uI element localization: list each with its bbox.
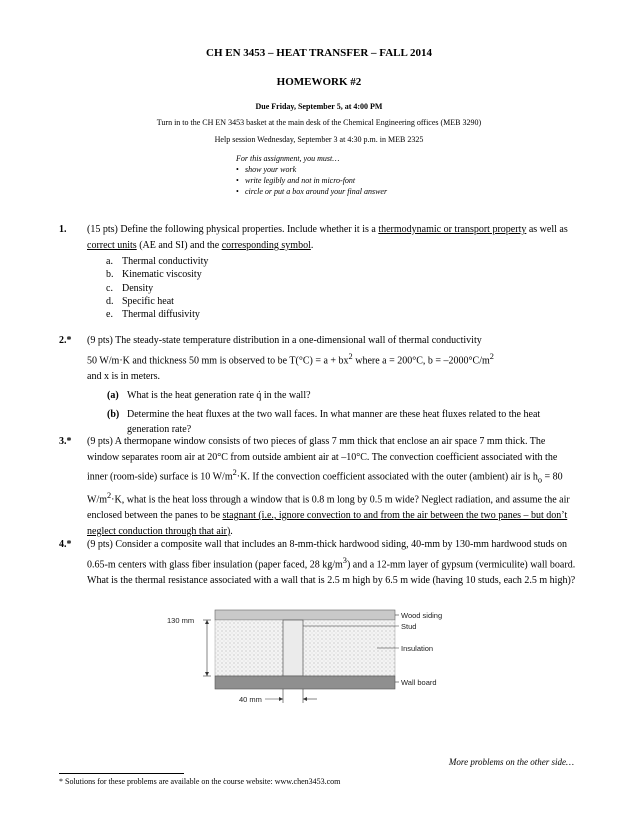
problem-text: A thermopane window consists of two pieces of glass 7 mm thick that enclose an air space 7 mm thick. The window separates room air at 20°C from outside ambient air at –10°C. The convection coefficient associated with the inner (room-side) surface is 10 W/m bbox=[87, 436, 558, 483]
problem-number: 4.* bbox=[59, 539, 72, 550]
footnote: * Solutions for these problems are available on the course website: www.chen3453.com bbox=[59, 777, 341, 786]
list-item bbox=[106, 282, 579, 295]
problem-text: as well as bbox=[526, 224, 568, 235]
underlined-text: stagnant (i.e., ignore convection to and from the air between the two panes – but don’t neglect conduction through that air) bbox=[87, 510, 568, 537]
list-item bbox=[106, 268, 579, 281]
problem-points: (9 pts) bbox=[87, 335, 113, 346]
requirement-item: • circle or put a box around your final answer bbox=[245, 186, 387, 197]
item-text: Thermal diffusivity bbox=[122, 309, 200, 320]
requirement-item: • show your work bbox=[245, 164, 387, 175]
problem-text: . bbox=[310, 239, 314, 251]
item-text: Thermal conductivity bbox=[122, 256, 209, 268]
label-wall-board: Wall board bbox=[401, 678, 437, 687]
problem-text: where a = 200°C, b = –2000°C/m bbox=[352, 354, 490, 366]
problem-1 bbox=[59, 222, 579, 321]
problem-points: (15 pts) bbox=[87, 224, 118, 235]
more-problems-note: More problems on the other side… bbox=[448, 757, 574, 767]
part-list bbox=[107, 388, 579, 438]
label-wood-siding: Wood siding bbox=[401, 611, 443, 620]
dimension-height-label: 130 mm bbox=[167, 616, 195, 625]
footnote-divider bbox=[59, 773, 184, 774]
list-item bbox=[106, 255, 579, 268]
due-date: Due Friday, September 5, at 4:00 PM bbox=[255, 102, 383, 111]
item-text: Specific heat bbox=[122, 295, 174, 307]
homework-title: HOMEWORK #2 bbox=[276, 76, 362, 88]
turn-in-instructions: Turn in to the CH EN 3453 basket at the main desk of the Chemical Engineering offices (MEB 3290) bbox=[156, 118, 482, 127]
label-stud: Stud bbox=[401, 622, 417, 631]
problem-text: Define the following physical properties. Include whether it is a bbox=[120, 224, 379, 235]
part-text: What is the heat generation rate q̇ in the wall? bbox=[127, 390, 311, 402]
underlined-text: corresponding symbol bbox=[221, 239, 311, 251]
insulation-layer bbox=[215, 620, 395, 676]
problem-points: (9 pts) bbox=[87, 436, 113, 447]
wood-siding-layer bbox=[215, 610, 395, 620]
part-item bbox=[107, 388, 579, 404]
underlined-text: correct units bbox=[87, 239, 137, 251]
superscript: 2 bbox=[348, 351, 353, 361]
item-label: d. bbox=[106, 295, 114, 307]
problem-number: 1. bbox=[59, 224, 67, 235]
property-list bbox=[106, 255, 579, 321]
problem-number: 2.* bbox=[59, 335, 72, 346]
problem-text: . bbox=[230, 525, 233, 537]
item-text: Kinematic viscosity bbox=[122, 269, 202, 281]
part-label: (b) bbox=[107, 408, 120, 420]
list-item bbox=[106, 308, 579, 321]
problem-4 bbox=[59, 537, 579, 588]
problem-text: The steady-state temperature distribution in a one-dimensional wall of thermal conductivity bbox=[115, 335, 482, 346]
course-title: CH EN 3453 – HEAT TRANSFER – FALL 2014 bbox=[206, 47, 432, 59]
problem-text: (AE and SI) and the bbox=[136, 239, 222, 251]
dimension-width-label: 40 mm bbox=[239, 695, 262, 704]
underlined-text: thermodynamic or transport property bbox=[378, 224, 527, 235]
problem-text: and x is in meters. bbox=[87, 370, 161, 382]
problem-text: Consider a composite wall that includes an 8-mm-thick hardwood siding, 40-mm by 130-mm hardwood studs on 0.65-m centers with glass fiber insulation (paper faced, 28 kg/m bbox=[87, 539, 567, 570]
superscript: 3 bbox=[342, 555, 347, 565]
composite-wall-figure bbox=[165, 606, 485, 712]
item-label: e. bbox=[106, 309, 113, 320]
wall-board-layer bbox=[215, 676, 395, 689]
assignment-requirements bbox=[236, 153, 387, 197]
stud bbox=[283, 620, 303, 676]
problem-text: ) and a 12-mm layer of gypsum (vermiculite) wall board. What is the thermal resistance associated with a wall that is 2.5 m high by 6.5 m wide (having 10 studs, each 2.5 m high)? bbox=[87, 558, 576, 586]
help-session: Help session Wednesday, September 3 at 4:30 p.m. in MEB 2325 bbox=[214, 135, 424, 144]
problem-text: 50 W/m·K and thickness 50 mm is observed to be T(°C) = a + bx bbox=[87, 354, 349, 366]
problem-text: = 80 W/m bbox=[87, 471, 563, 506]
superscript: 2 bbox=[107, 491, 112, 501]
requirement-item: • write legibly and not in micro-font bbox=[245, 175, 387, 186]
problem-points: (9 pts) bbox=[87, 539, 113, 550]
superscript: 2 bbox=[232, 468, 237, 478]
item-text: Density bbox=[122, 282, 154, 294]
item-label: a. bbox=[106, 256, 113, 268]
part-text: Determine the heat fluxes at the two wall faces. In what manner are these heat fluxes related to the heat generation rate? bbox=[127, 408, 541, 436]
problem-3 bbox=[59, 434, 579, 539]
problem-text: ·K. If the convection coefficient associated with the outer (ambient) air is h bbox=[236, 471, 538, 483]
subscript: o bbox=[537, 475, 543, 485]
assignment-intro: For this assignment, you must… bbox=[236, 154, 340, 163]
problem-2 bbox=[59, 333, 579, 438]
problem-number: 3.* bbox=[59, 436, 72, 447]
list-item bbox=[106, 295, 579, 308]
problem-text: ·K, what is the heat loss through a window that is 0.8 m long by 0.5 m wide? Neglect radiation, and assume the air enclosed between the panes to be bbox=[87, 494, 570, 522]
item-label: c. bbox=[106, 282, 113, 294]
superscript: 2 bbox=[489, 351, 494, 361]
part-label: (a) bbox=[107, 390, 119, 402]
item-label: b. bbox=[106, 269, 114, 281]
label-insulation: Insulation bbox=[401, 644, 434, 653]
